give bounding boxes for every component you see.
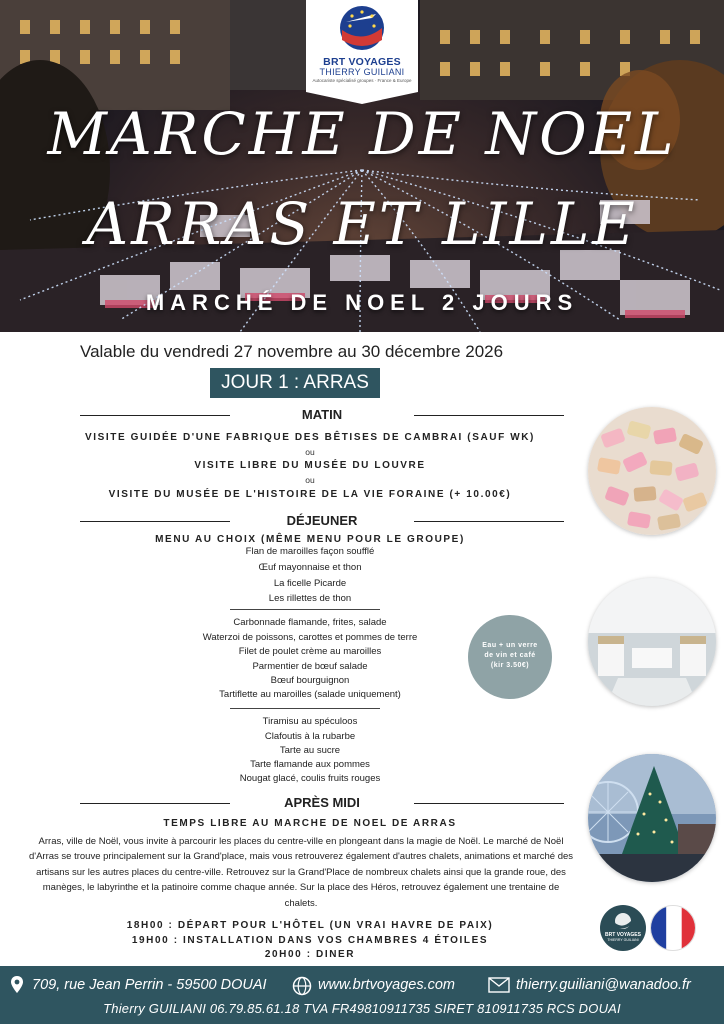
brt-voyages-logo bbox=[306, 0, 418, 104]
menu-divider bbox=[230, 609, 380, 610]
starter-item: Œuf mayonnaise et thon bbox=[258, 562, 362, 573]
mini-logo-name: BRT VOYAGES bbox=[605, 932, 641, 938]
drink-line-1: Eau + un verre bbox=[482, 642, 538, 649]
afternoon-description: Arras, ville de Noël, vous invite à parcourir les places du centre-ville en plongeant dans la magie de Noël. Le marché de Noël d'Arras se trouve principalement sur la Grand'place, mais vous retrouverez également d'autres chalets, animations et marché des artisans sur les autres places du centre-ville. Retrouvez sur la Grand'Place de nombreux chalets ainsi que la grande roue, des manèges, le labyrinthe et la patinoire comme chaque année. Sur la place des Héros, retrouvez également une trentaine de chalets. bbox=[28, 836, 574, 909]
location-pin-icon bbox=[10, 975, 24, 995]
section-title-lunch: DÉJEUNER bbox=[286, 513, 358, 528]
footer bbox=[0, 966, 724, 1024]
logo-brand-name: BRT VOYAGES bbox=[323, 56, 401, 68]
dessert-item: Nougat glacé, coulis fruits rouges bbox=[239, 773, 381, 784]
day-badge: JOUR 1 : ARRAS bbox=[210, 368, 380, 398]
globe-icon bbox=[292, 976, 312, 996]
starter-item: Les rillettes de thon bbox=[268, 593, 352, 604]
morning-option-1: VISITE GUIDÉE D'UNE FABRIQUE DES BÊTISES DE CAMBRAI (SAUF WK) bbox=[84, 432, 535, 443]
validity-text: Valable du vendredi 27 novembre au 30 décembre 2026 bbox=[80, 342, 504, 361]
logo-person-name: THIERRY GUILIANI bbox=[319, 67, 405, 77]
footer-legal: Thierry GUILIANI 06.79.85.61.18 TVA FR49810911735 SIRET 810911735 RCS DOUAI bbox=[103, 1001, 621, 1016]
footer-address: 709, rue Jean Perrin - 59500 DOUAI bbox=[32, 977, 267, 993]
hero-subtitle: MARCHÉ DE NOEL 2 JOURS bbox=[145, 290, 579, 315]
footer-email-link[interactable]: thierry.guiliani@wanadoo.fr bbox=[516, 977, 691, 993]
main-item: Bœuf bourguignon bbox=[270, 675, 350, 686]
hero-banner bbox=[0, 0, 724, 332]
starter-item: La ficelle Picarde bbox=[273, 578, 347, 589]
main-item: Filet de poulet crème au maroilles bbox=[238, 646, 382, 657]
section-header-morning bbox=[80, 407, 564, 423]
starter-item: Flan de maroilles façon soufflé bbox=[245, 546, 375, 557]
main-item: Waterzoi de poissons, carottes et pommes de terre bbox=[202, 632, 418, 643]
section-title-morning: MATIN bbox=[301, 407, 343, 422]
main-item: Parmentier de bœuf salade bbox=[252, 661, 368, 672]
dessert-item: Tarte au sucre bbox=[279, 745, 341, 756]
mini-logo-person: THIERRY GUILIANI bbox=[607, 938, 639, 942]
dessert-item: Clafoutis à la rubarbe bbox=[264, 731, 356, 742]
main-item: Tartiflette au maroilles (salade uniquement) bbox=[219, 689, 401, 700]
drink-line-3: (kir 3.50€) bbox=[490, 662, 530, 669]
dessert-item: Tarte flamande aux pommes bbox=[250, 759, 370, 770]
reception-room-photo bbox=[588, 578, 716, 706]
footer-website-link[interactable]: www.brtvoyages.com bbox=[318, 977, 455, 993]
main-item: Carbonnade flamande, frites, salade bbox=[233, 617, 387, 628]
hero-title-line-2: ARRAS ET LILLE bbox=[86, 190, 638, 258]
morning-or-1: ou bbox=[305, 447, 315, 457]
morning-option-2: VISITE LIBRE DU MUSÉE DU LOUVRE bbox=[194, 460, 426, 471]
morning-or-2: ou bbox=[305, 475, 315, 485]
section-title-afternoon: APRÈS MIDI bbox=[284, 795, 360, 810]
dessert-item: Tiramisu au spéculoos bbox=[262, 716, 358, 727]
lunch-intro: MENU AU CHOIX (MÊME MENU POUR LE GROUPE) bbox=[155, 534, 465, 545]
candy-photo bbox=[588, 407, 716, 535]
menu-divider bbox=[230, 708, 380, 709]
drink-line-2: de vin et café bbox=[484, 652, 536, 659]
drink-info-badge bbox=[468, 615, 552, 699]
logo-tagline: Autocariste spécialisé groupes · France & Europe bbox=[312, 78, 412, 83]
section-header-afternoon bbox=[80, 795, 564, 811]
christmas-tree-photo bbox=[588, 754, 716, 882]
afternoon-title: TEMPS LIBRE AU MARCHE DE NOEL DE ARRAS bbox=[163, 818, 457, 829]
evening-item: 20H00 : DINER bbox=[264, 949, 356, 960]
evening-item: 18H00 : DÉPART POUR L'HÔTEL (UN VRAI HAVRE DE PAIX) bbox=[126, 920, 494, 931]
evening-item: 19H00 : INSTALLATION DANS VOS CHAMBRES 4 ÉTOILES bbox=[131, 935, 489, 946]
morning-option-3: VISITE DU MUSÉE DE L'HISTOIRE DE LA VIE FORAINE (+ 10.00€) bbox=[108, 489, 512, 500]
section-header-lunch bbox=[80, 513, 564, 529]
french-flag-icon bbox=[650, 905, 696, 951]
hero-title-line-1: MARCHE DE NOEL bbox=[47, 100, 677, 168]
brt-voyages-mini-logo bbox=[600, 905, 646, 951]
envelope-icon bbox=[488, 977, 510, 993]
